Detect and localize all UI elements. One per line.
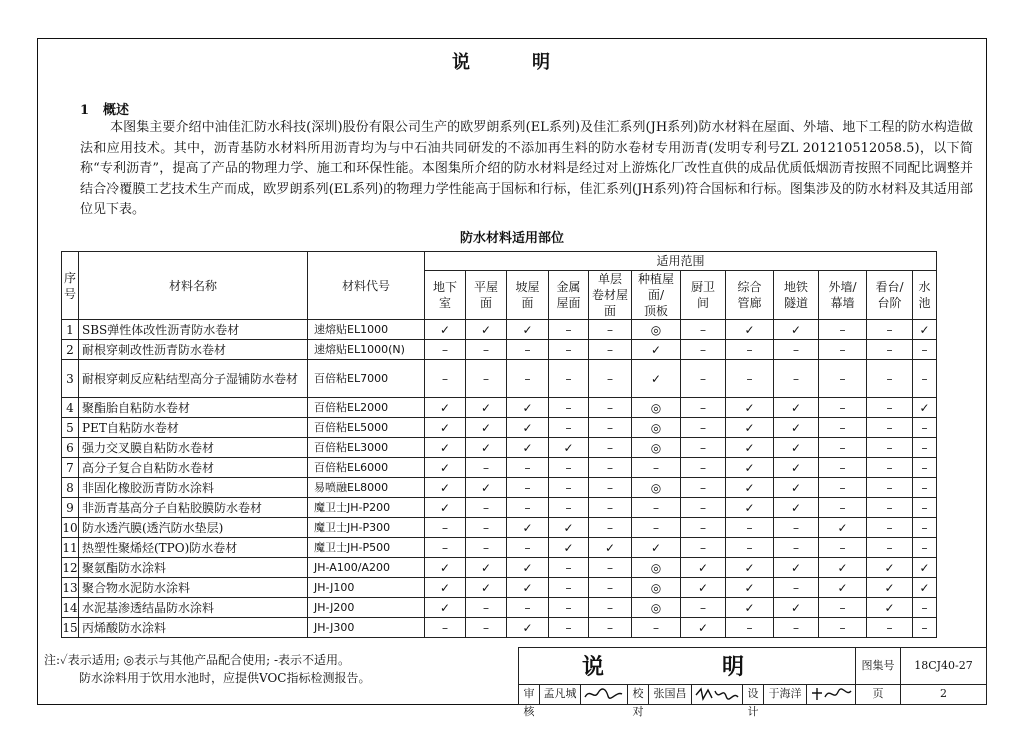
row-scope-mark: – xyxy=(549,340,589,360)
row-scope-mark: ✓ xyxy=(425,478,466,498)
row-scope-mark: – xyxy=(466,598,507,618)
header-code: 材料代号 xyxy=(308,252,425,320)
row-scope-mark: – xyxy=(913,438,937,458)
row-scope-mark: – xyxy=(589,438,632,458)
header-index: 序 号 xyxy=(62,252,79,320)
row-scope-mark: – xyxy=(819,340,867,360)
row-scope-mark: – xyxy=(589,498,632,518)
row-scope-mark: – xyxy=(549,618,589,638)
materials-table xyxy=(61,251,937,638)
row-index: 12 xyxy=(62,558,79,578)
signature-mark xyxy=(693,685,741,703)
row-scope-mark: ✓ xyxy=(425,398,466,418)
row-scope-mark: – xyxy=(681,498,726,518)
row-scope-mark: – xyxy=(819,498,867,518)
row-material-code: JH-J200 xyxy=(308,598,425,618)
row-material-code: JH-A100/A200 xyxy=(308,558,425,578)
row-scope-mark: ◎ xyxy=(632,478,681,498)
row-scope-mark: – xyxy=(867,398,913,418)
row-scope-mark: ✓ xyxy=(589,538,632,558)
row-scope-mark: ✓ xyxy=(867,598,913,618)
row-scope-mark: – xyxy=(913,538,937,558)
row-scope-mark: – xyxy=(774,518,819,538)
row-index: 3 xyxy=(62,360,79,398)
row-material-name: 非沥青基高分子自粘胶膜防水卷材 xyxy=(79,498,308,518)
table-row xyxy=(62,398,937,418)
row-scope-mark: – xyxy=(867,320,913,340)
row-material-code: 百倍粘EL3000 xyxy=(308,438,425,458)
row-index: 9 xyxy=(62,498,79,518)
row-scope-mark: – xyxy=(774,578,819,598)
signature-mark xyxy=(582,685,626,703)
row-scope-mark: – xyxy=(507,538,549,558)
header-scope-6: 厨卫 间 xyxy=(681,271,726,320)
row-scope-mark: – xyxy=(681,320,726,340)
row-index: 6 xyxy=(62,438,79,458)
row-scope-mark: ✓ xyxy=(774,418,819,438)
row-scope-mark: ✓ xyxy=(681,578,726,598)
row-scope-mark: – xyxy=(819,618,867,638)
row-scope-mark: – xyxy=(507,598,549,618)
row-scope-mark: ✓ xyxy=(632,360,681,398)
row-material-code: JH-J300 xyxy=(308,618,425,638)
row-scope-mark: – xyxy=(549,458,589,478)
row-scope-mark: – xyxy=(819,598,867,618)
note-label: 注: xyxy=(44,653,61,667)
header-scope-5: 种植屋面/ 顶板 xyxy=(632,271,681,320)
row-material-name: 非固化橡胶沥青防水涂料 xyxy=(79,478,308,498)
header-scope-2: 坡屋 面 xyxy=(507,271,549,320)
header-scope-7: 综合 管廊 xyxy=(726,271,774,320)
row-material-name: 防水透汽膜(透汽防水垫层) xyxy=(79,518,308,538)
row-scope-mark: – xyxy=(726,618,774,638)
row-scope-mark: – xyxy=(913,340,937,360)
row-index: 7 xyxy=(62,458,79,478)
row-material-code: 百倍粘EL7000 xyxy=(308,360,425,398)
row-scope-mark: – xyxy=(589,518,632,538)
row-scope-mark: – xyxy=(726,538,774,558)
row-scope-mark: – xyxy=(867,498,913,518)
row-scope-mark: – xyxy=(507,478,549,498)
row-scope-mark: ✓ xyxy=(726,320,774,340)
row-scope-mark: ✓ xyxy=(913,398,937,418)
table-row xyxy=(62,598,937,618)
row-scope-mark: – xyxy=(819,360,867,398)
row-scope-mark: ✓ xyxy=(425,438,466,458)
row-scope-mark: – xyxy=(466,538,507,558)
row-scope-mark: – xyxy=(466,498,507,518)
row-scope-mark: – xyxy=(819,478,867,498)
row-index: 14 xyxy=(62,598,79,618)
row-scope-mark: ✓ xyxy=(913,320,937,340)
row-scope-mark: ✓ xyxy=(913,578,937,598)
row-scope-mark: – xyxy=(589,458,632,478)
row-scope-mark: – xyxy=(867,340,913,360)
row-scope-mark: ✓ xyxy=(549,518,589,538)
row-scope-mark: – xyxy=(913,518,937,538)
row-scope-mark: ✓ xyxy=(425,320,466,340)
row-scope-mark: – xyxy=(726,360,774,398)
row-scope-mark: ✓ xyxy=(726,598,774,618)
header-scope-0: 地下 室 xyxy=(425,271,466,320)
designer-name: 于海洋 xyxy=(763,684,807,705)
section-heading xyxy=(80,99,129,118)
row-scope-mark: – xyxy=(589,418,632,438)
row-material-code: 百倍粘EL2000 xyxy=(308,398,425,418)
title-block xyxy=(518,647,987,718)
row-scope-mark: – xyxy=(867,478,913,498)
row-scope-mark: ✓ xyxy=(507,578,549,598)
row-scope-mark: – xyxy=(466,360,507,398)
row-scope-mark: – xyxy=(466,518,507,538)
row-scope-mark: ✓ xyxy=(726,438,774,458)
signature-mark xyxy=(808,685,854,703)
row-scope-mark: – xyxy=(774,360,819,398)
table-row xyxy=(62,558,937,578)
atlas-label: 图集号 xyxy=(855,647,901,685)
row-scope-mark: ✓ xyxy=(726,558,774,578)
row-index: 4 xyxy=(62,398,79,418)
row-material-code: 速熔贴EL1000(N) xyxy=(308,340,425,360)
row-index: 5 xyxy=(62,418,79,438)
row-scope-mark: – xyxy=(589,618,632,638)
header-scope-1: 平屋 面 xyxy=(466,271,507,320)
row-scope-mark: ✓ xyxy=(774,438,819,458)
row-scope-mark: ✓ xyxy=(425,418,466,438)
row-material-name: 聚氨酯防水涂料 xyxy=(79,558,308,578)
intro-text: 本图集主要介绍中油佳汇防水科技(深圳)股份有限公司生产的欧罗朗系列(EL系列)及佳汇系列(JH系列)防水材料在屋面、外墙、地下工程的防水构造做法和应用技术。其中，沥青基防水材料所用沥青均为与中石油共同研发的不添加再生料的防水卷材专用沥青(发明专利号ZL 201210512058.5)，以下简称“专利沥青”，提高了产品的物理力学、施工和环保性能。本图集所介绍的防水材料是经过对上游炼化厂改性直供的成品优质低烟沥青按照不同配比调整并结合冷覆膜工艺技术生产而成，欧罗朗系列(EL系列)的物理力学性能高于国标和行标，佳汇系列(JH系列)符合国标和行标。图集涉及的防水材料及其适用部位见下表。 xyxy=(80,120,973,217)
row-scope-mark: ✓ xyxy=(726,398,774,418)
row-scope-mark: – xyxy=(681,598,726,618)
row-scope-mark: – xyxy=(913,458,937,478)
row-scope-mark: – xyxy=(549,320,589,340)
row-scope-mark: ✓ xyxy=(507,398,549,418)
row-scope-mark: ✓ xyxy=(425,498,466,518)
table-row xyxy=(62,340,937,360)
row-scope-mark: – xyxy=(549,498,589,518)
header-name: 材料名称 xyxy=(79,252,308,320)
row-scope-mark: ✓ xyxy=(819,518,867,538)
row-scope-mark: ✓ xyxy=(819,578,867,598)
title-block-title: 说 明 xyxy=(518,647,855,685)
row-scope-mark: – xyxy=(913,498,937,518)
row-scope-mark: – xyxy=(466,618,507,638)
row-scope-mark: ✓ xyxy=(774,498,819,518)
row-scope-mark: ◎ xyxy=(632,578,681,598)
row-scope-mark: ✓ xyxy=(466,578,507,598)
row-scope-mark: – xyxy=(681,398,726,418)
row-index: 8 xyxy=(62,478,79,498)
row-scope-mark: – xyxy=(867,518,913,538)
row-scope-mark: ✓ xyxy=(726,418,774,438)
row-scope-mark: ✓ xyxy=(774,320,819,340)
row-scope-mark: – xyxy=(549,558,589,578)
note-line-1: ✓表示适用; ◎表示与其他产品配合使用; -表示不适用。 xyxy=(60,653,351,667)
row-scope-mark: – xyxy=(867,438,913,458)
page-label: 页 xyxy=(855,684,901,705)
row-material-code: 易喷融EL8000 xyxy=(308,478,425,498)
row-scope-mark: – xyxy=(507,340,549,360)
row-scope-mark: ✓ xyxy=(466,320,507,340)
row-scope-mark: ✓ xyxy=(867,558,913,578)
check-label: 校对 xyxy=(627,684,649,705)
row-scope-mark: – xyxy=(425,618,466,638)
row-material-name: 耐根穿刺反应粘结型高分子湿铺防水卷材 xyxy=(79,360,308,398)
row-scope-mark: ✓ xyxy=(681,618,726,638)
row-scope-mark: – xyxy=(507,360,549,398)
row-scope-mark: – xyxy=(507,498,549,518)
row-scope-mark: ◎ xyxy=(632,558,681,578)
row-scope-mark: ✓ xyxy=(466,438,507,458)
row-scope-mark: ✓ xyxy=(466,558,507,578)
row-material-name: PET自粘防水卷材 xyxy=(79,418,308,438)
header-scope-8: 地铁 隧道 xyxy=(774,271,819,320)
row-scope-mark: ✓ xyxy=(507,558,549,578)
row-scope-mark: ✓ xyxy=(549,538,589,558)
row-material-code: 魔卫士JH-P200 xyxy=(308,498,425,518)
row-scope-mark: – xyxy=(681,360,726,398)
row-scope-mark: – xyxy=(425,518,466,538)
row-scope-mark: – xyxy=(589,398,632,418)
row-material-name: 水泥基渗透结晶防水涂料 xyxy=(79,598,308,618)
row-scope-mark: ✓ xyxy=(632,538,681,558)
row-scope-mark: ◎ xyxy=(632,438,681,458)
table-row xyxy=(62,538,937,558)
row-scope-mark: – xyxy=(913,618,937,638)
row-scope-mark: ◎ xyxy=(632,418,681,438)
checker-signature xyxy=(691,684,743,705)
row-scope-mark: – xyxy=(774,340,819,360)
row-scope-mark: – xyxy=(867,418,913,438)
row-index: 1 xyxy=(62,320,79,340)
row-material-name: 聚合物水泥防水涂料 xyxy=(79,578,308,598)
row-scope-mark: – xyxy=(681,538,726,558)
row-material-name: 热塑性聚烯烃(TPO)防水卷材 xyxy=(79,538,308,558)
row-scope-mark: ✓ xyxy=(726,578,774,598)
row-material-code: 百倍粘EL6000 xyxy=(308,458,425,478)
row-scope-mark: – xyxy=(819,538,867,558)
row-scope-mark: ✓ xyxy=(507,320,549,340)
row-scope-mark: – xyxy=(867,618,913,638)
row-scope-mark: – xyxy=(425,538,466,558)
row-scope-mark: ✓ xyxy=(425,558,466,578)
row-scope-mark: ✓ xyxy=(774,478,819,498)
reviewer-signature xyxy=(580,684,628,705)
row-scope-mark: – xyxy=(726,518,774,538)
review-label: 审核 xyxy=(518,684,540,705)
row-index: 13 xyxy=(62,578,79,598)
row-scope-mark: – xyxy=(726,340,774,360)
row-material-name: 聚酯胎自粘防水卷材 xyxy=(79,398,308,418)
row-scope-mark: ✓ xyxy=(726,458,774,478)
table-row xyxy=(62,458,937,478)
row-scope-mark: ✓ xyxy=(507,418,549,438)
row-scope-mark: – xyxy=(632,518,681,538)
row-scope-mark: – xyxy=(589,340,632,360)
row-scope-mark: ✓ xyxy=(726,478,774,498)
row-scope-mark: – xyxy=(589,320,632,340)
row-scope-mark: – xyxy=(913,360,937,398)
row-index: 10 xyxy=(62,518,79,538)
row-material-name: SBS弹性体改性沥青防水卷材 xyxy=(79,320,308,340)
row-scope-mark: ✓ xyxy=(466,398,507,418)
row-scope-mark: ✓ xyxy=(507,438,549,458)
designer-signature xyxy=(806,684,856,705)
row-scope-mark: ◎ xyxy=(632,598,681,618)
table-caption: 防水材料适用部位 xyxy=(459,231,564,246)
page-title: 说 明 xyxy=(452,52,572,73)
row-scope-mark: – xyxy=(549,360,589,398)
row-scope-mark: – xyxy=(549,418,589,438)
row-scope-mark: ✓ xyxy=(466,418,507,438)
row-scope-mark: – xyxy=(589,598,632,618)
row-scope-mark: – xyxy=(589,558,632,578)
note-line-2: 防水涂料用于饮用水池时，应提供VOC指标检测报告。 xyxy=(79,671,371,685)
row-scope-mark: – xyxy=(913,598,937,618)
row-scope-mark: – xyxy=(819,398,867,418)
row-scope-mark: – xyxy=(681,438,726,458)
header-scope-11: 水 池 xyxy=(913,271,937,320)
row-material-code: 速熔贴EL1000 xyxy=(308,320,425,340)
row-scope-mark: ✓ xyxy=(774,458,819,478)
row-scope-mark: ✓ xyxy=(549,438,589,458)
row-scope-mark: ◎ xyxy=(632,320,681,340)
row-scope-mark: – xyxy=(549,578,589,598)
table-row xyxy=(62,578,937,598)
row-material-name: 耐根穿刺改性沥青防水卷材 xyxy=(79,340,308,360)
row-scope-mark: ✓ xyxy=(774,398,819,418)
row-index: 11 xyxy=(62,538,79,558)
row-scope-mark: ✓ xyxy=(425,578,466,598)
table-row xyxy=(62,478,937,498)
row-scope-mark: – xyxy=(681,418,726,438)
row-scope-mark: – xyxy=(549,398,589,418)
header-scope-3: 金属 屋面 xyxy=(549,271,589,320)
row-material-code: 魔卫士JH-P300 xyxy=(308,518,425,538)
row-scope-mark: – xyxy=(774,618,819,638)
row-scope-mark: – xyxy=(589,478,632,498)
row-scope-mark: – xyxy=(819,438,867,458)
row-scope-mark: – xyxy=(774,538,819,558)
row-scope-mark: – xyxy=(589,360,632,398)
row-scope-mark: ✓ xyxy=(466,478,507,498)
row-scope-mark: – xyxy=(819,418,867,438)
row-scope-mark: ✓ xyxy=(425,458,466,478)
row-scope-mark: – xyxy=(507,458,549,478)
row-scope-mark: ✓ xyxy=(632,340,681,360)
row-material-code: 百倍粘EL5000 xyxy=(308,418,425,438)
row-scope-mark: – xyxy=(681,478,726,498)
row-scope-mark: – xyxy=(819,458,867,478)
row-index: 15 xyxy=(62,618,79,638)
row-scope-mark: ✓ xyxy=(819,558,867,578)
table-row xyxy=(62,320,937,340)
row-scope-mark: – xyxy=(681,458,726,478)
row-scope-mark: ✓ xyxy=(425,598,466,618)
reviewer-name: 孟凡城 xyxy=(539,684,581,705)
section-title: 概述 xyxy=(103,103,130,118)
design-label: 设计 xyxy=(742,684,764,705)
header-scope-10: 看台/ 台阶 xyxy=(867,271,913,320)
row-scope-mark: – xyxy=(425,360,466,398)
header-scope: 适用范围 xyxy=(425,252,937,271)
table-row xyxy=(62,518,937,538)
row-scope-mark: ✓ xyxy=(867,578,913,598)
section-number: 1 xyxy=(80,103,90,118)
row-scope-mark: – xyxy=(681,340,726,360)
row-scope-mark: – xyxy=(589,578,632,598)
atlas-number: 18CJ40-27 xyxy=(900,647,987,685)
row-scope-mark: ✓ xyxy=(681,558,726,578)
row-scope-mark: – xyxy=(819,320,867,340)
header-scope-4: 单层 卷材屋面 xyxy=(589,271,632,320)
row-material-name: 强力交叉膜自粘防水卷材 xyxy=(79,438,308,458)
row-scope-mark: ✓ xyxy=(774,558,819,578)
row-scope-mark: ✓ xyxy=(726,498,774,518)
table-row xyxy=(62,618,937,638)
table-row xyxy=(62,418,937,438)
row-scope-mark: – xyxy=(913,478,937,498)
table-row xyxy=(62,438,937,458)
row-scope-mark: – xyxy=(867,360,913,398)
notes xyxy=(44,651,370,687)
row-scope-mark: ✓ xyxy=(774,598,819,618)
row-scope-mark: – xyxy=(867,538,913,558)
row-scope-mark: – xyxy=(466,340,507,360)
row-scope-mark: – xyxy=(632,458,681,478)
table-row xyxy=(62,498,937,518)
table-row xyxy=(62,360,937,398)
row-scope-mark: – xyxy=(549,478,589,498)
row-scope-mark: ✓ xyxy=(913,558,937,578)
row-material-name: 高分子复合自粘防水卷材 xyxy=(79,458,308,478)
row-scope-mark: – xyxy=(466,458,507,478)
row-scope-mark: – xyxy=(913,418,937,438)
page-number: 2 xyxy=(900,684,987,705)
row-material-code: 魔卫士JH-P500 xyxy=(308,538,425,558)
row-index: 2 xyxy=(62,340,79,360)
row-material-name: 丙烯酸防水涂料 xyxy=(79,618,308,638)
row-scope-mark: – xyxy=(632,498,681,518)
row-scope-mark: – xyxy=(867,458,913,478)
row-material-code: JH-J100 xyxy=(308,578,425,598)
row-scope-mark: ✓ xyxy=(507,518,549,538)
row-scope-mark: – xyxy=(425,340,466,360)
row-scope-mark: ◎ xyxy=(632,398,681,418)
row-scope-mark: – xyxy=(549,598,589,618)
row-scope-mark: ✓ xyxy=(507,618,549,638)
row-scope-mark: – xyxy=(632,618,681,638)
checker-name: 张国昌 xyxy=(648,684,692,705)
row-scope-mark: – xyxy=(681,518,726,538)
header-scope-9: 外墙/ 幕墙 xyxy=(819,271,867,320)
intro-paragraph xyxy=(80,118,973,221)
